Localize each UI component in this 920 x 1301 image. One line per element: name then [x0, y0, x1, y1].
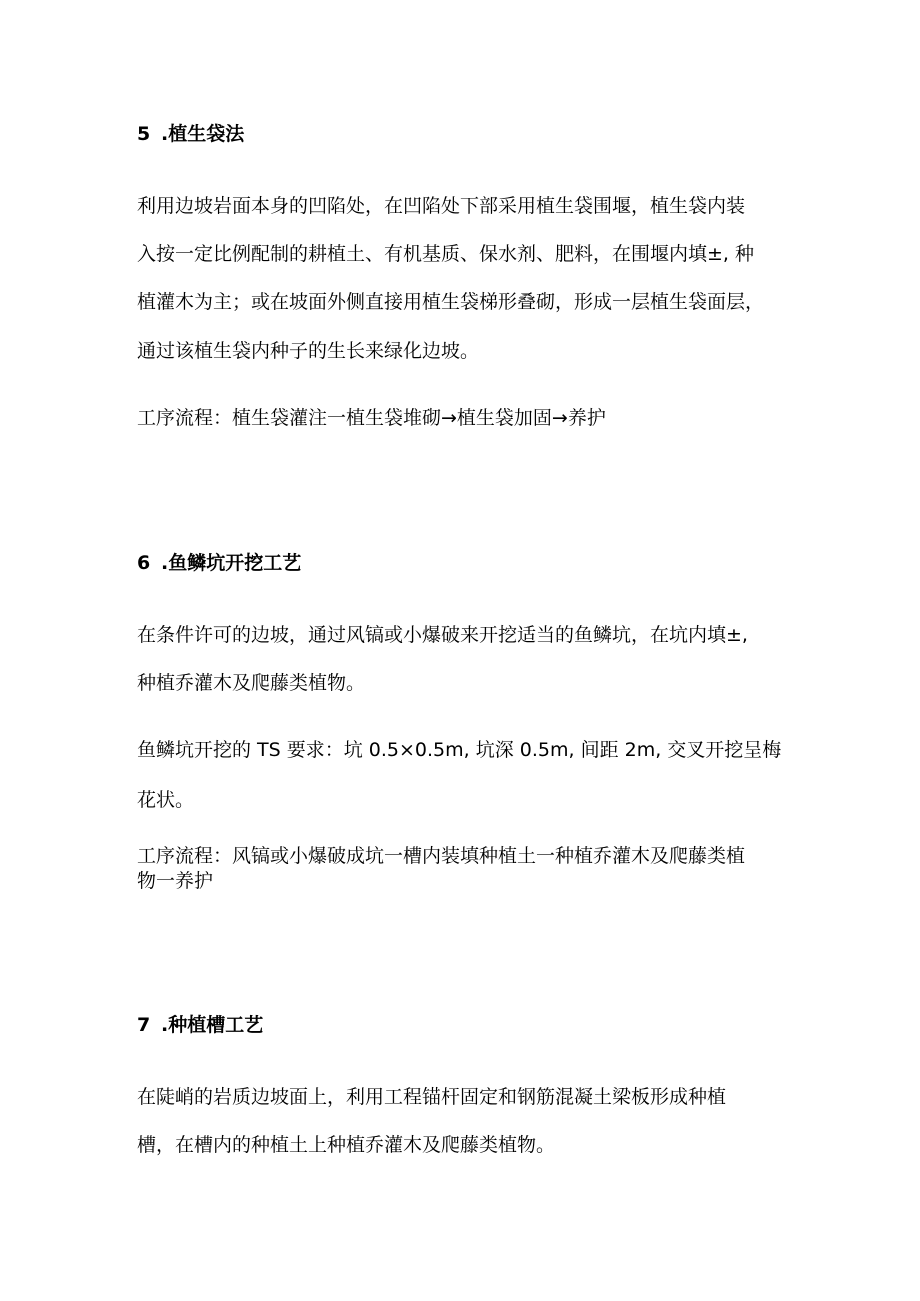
paragraph-line: 通过该植生袋内种子的生长来绿化边坡。: [137, 340, 480, 362]
paragraph-line: 种植乔灌木及爬藤类植物。: [137, 672, 366, 694]
section-number: 5: [137, 123, 151, 145]
process-flow-line: 工序流程：植生袋灌注一植生袋堆砌→植生袋加固→养护: [137, 407, 606, 429]
section-number: 7: [137, 1014, 151, 1036]
paragraph-line: 鱼鳞坑开挖的 TS 要求：坑 0.5×0.5m, 坑深 0.5m, 间距 2m, 交叉开挖呈梅: [137, 739, 782, 761]
process-flow-line: 工序流程：风镐或小爆破成坑一槽内装填种植土一种植乔灌木及爬藤类植: [137, 845, 746, 867]
section-6-heading: [137, 551, 301, 575]
process-flow-line: 物一养护: [137, 870, 214, 892]
paragraph-line: 入按一定比例配制的耕植土、有机基质、保水剂、肥料，在围堰内填±, 种: [137, 243, 755, 265]
section-title: .植生袋法: [161, 123, 245, 145]
section-7-heading: [137, 1013, 263, 1037]
section-title: .种植槽工艺: [161, 1014, 264, 1036]
paragraph-line: 槽，在槽内的种植土上种植乔灌木及爬藤类植物。: [137, 1134, 556, 1156]
paragraph-line: 花状。: [137, 789, 195, 811]
paragraph-line: 利用边坡岩面本身的凹陷处，在凹陷处下部采用植生袋围堰，植生袋内装: [137, 195, 746, 217]
paragraph-line: 在条件许可的边坡，通过风镐或小爆破来开挖适当的鱼鳞坑，在坑内填±,: [137, 624, 748, 646]
section-title: .鱼鳞坑开挖工艺: [161, 552, 302, 574]
section-5-heading: [137, 122, 244, 146]
section-number: 6: [137, 552, 151, 574]
paragraph-line: 植灌木为主；或在坡面外侧直接用植生袋梯形叠砌，形成一层植生袋面层，: [137, 291, 765, 313]
paragraph-line: 在陡峭的岩质边坡面上，利用工程锚杆固定和钢筋混凝土梁板形成种植: [137, 1086, 727, 1108]
